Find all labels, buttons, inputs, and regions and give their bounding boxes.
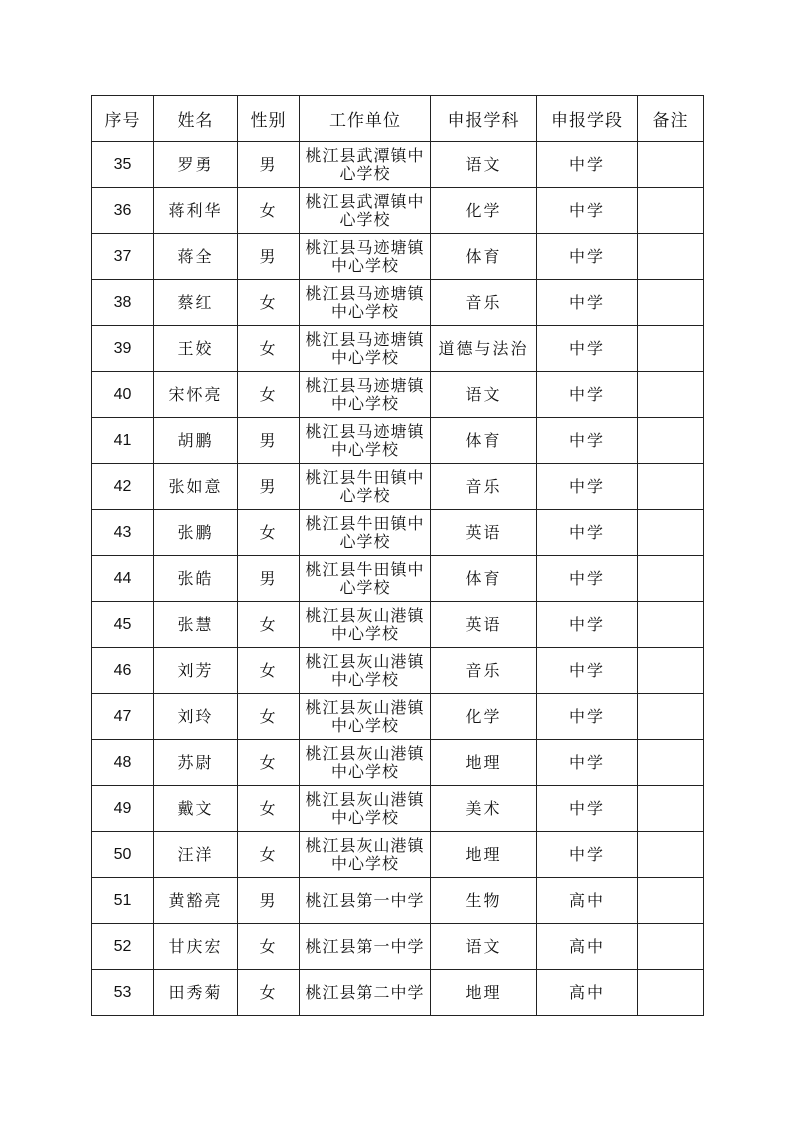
serial-number-cell: 53 [92, 970, 154, 1016]
remarks-cell [638, 418, 704, 464]
serial-number-cell: 38 [92, 280, 154, 326]
gender-cell: 女 [238, 326, 300, 372]
header-subject: 申报学科 [431, 96, 537, 142]
serial-number-cell: 35 [92, 142, 154, 188]
subject-cell: 体育 [431, 234, 537, 280]
school-level-cell: 中学 [537, 418, 638, 464]
gender-cell: 女 [238, 372, 300, 418]
remarks-cell [638, 142, 704, 188]
remarks-cell [638, 326, 704, 372]
work-unit-cell: 桃江县灰山港镇中心学校 [300, 694, 431, 740]
table-row [92, 372, 704, 418]
work-unit-cell: 桃江县牛田镇中心学校 [300, 464, 431, 510]
serial-number-cell: 51 [92, 878, 154, 924]
serial-number-cell: 36 [92, 188, 154, 234]
subject-cell: 道德与法治 [431, 326, 537, 372]
subject-cell: 生物 [431, 878, 537, 924]
serial-number-cell: 52 [92, 924, 154, 970]
work-unit-cell: 桃江县牛田镇中心学校 [300, 556, 431, 602]
work-unit-cell: 桃江县马迹塘镇中心学校 [300, 418, 431, 464]
work-unit-cell: 桃江县灰山港镇中心学校 [300, 832, 431, 878]
table-row [92, 280, 704, 326]
table-row [92, 326, 704, 372]
remarks-cell [638, 786, 704, 832]
teacher-roster-table [91, 95, 704, 1016]
subject-cell: 英语 [431, 602, 537, 648]
school-level-cell: 中学 [537, 510, 638, 556]
subject-cell: 语文 [431, 142, 537, 188]
table-row [92, 510, 704, 556]
name-cell: 张慧 [154, 602, 238, 648]
gender-cell: 女 [238, 648, 300, 694]
remarks-cell [638, 556, 704, 602]
gender-cell: 女 [238, 510, 300, 556]
table-row [92, 694, 704, 740]
gender-cell: 男 [238, 234, 300, 280]
school-level-cell: 中学 [537, 648, 638, 694]
work-unit-cell: 桃江县灰山港镇中心学校 [300, 648, 431, 694]
name-cell: 胡鹏 [154, 418, 238, 464]
school-level-cell: 中学 [537, 234, 638, 280]
school-level-cell: 中学 [537, 280, 638, 326]
gender-cell: 女 [238, 970, 300, 1016]
serial-number-cell: 37 [92, 234, 154, 280]
serial-number-cell: 43 [92, 510, 154, 556]
serial-number-cell: 49 [92, 786, 154, 832]
name-cell: 蒋利华 [154, 188, 238, 234]
table-row [92, 556, 704, 602]
table-row [92, 970, 704, 1016]
gender-cell: 男 [238, 142, 300, 188]
gender-cell: 女 [238, 832, 300, 878]
name-cell: 刘芳 [154, 648, 238, 694]
header-serial-number: 序号 [92, 96, 154, 142]
school-level-cell: 中学 [537, 372, 638, 418]
remarks-cell [638, 878, 704, 924]
header-gender: 性别 [238, 96, 300, 142]
work-unit-cell: 桃江县灰山港镇中心学校 [300, 786, 431, 832]
gender-cell: 男 [238, 418, 300, 464]
school-level-cell: 中学 [537, 832, 638, 878]
gender-cell: 女 [238, 188, 300, 234]
subject-cell: 语文 [431, 372, 537, 418]
table-row [92, 234, 704, 280]
table-body [92, 142, 704, 1016]
serial-number-cell: 41 [92, 418, 154, 464]
work-unit-cell: 桃江县第二中学 [300, 970, 431, 1016]
school-level-cell: 高中 [537, 924, 638, 970]
name-cell: 甘庆宏 [154, 924, 238, 970]
remarks-cell [638, 602, 704, 648]
gender-cell: 女 [238, 786, 300, 832]
table-row [92, 418, 704, 464]
gender-cell: 男 [238, 464, 300, 510]
table-row [92, 878, 704, 924]
serial-number-cell: 44 [92, 556, 154, 602]
subject-cell: 英语 [431, 510, 537, 556]
remarks-cell [638, 188, 704, 234]
remarks-cell [638, 970, 704, 1016]
name-cell: 罗勇 [154, 142, 238, 188]
work-unit-cell: 桃江县第一中学 [300, 878, 431, 924]
subject-cell: 体育 [431, 418, 537, 464]
school-level-cell: 中学 [537, 464, 638, 510]
remarks-cell [638, 234, 704, 280]
serial-number-cell: 45 [92, 602, 154, 648]
subject-cell: 化学 [431, 188, 537, 234]
remarks-cell [638, 648, 704, 694]
remarks-cell [638, 740, 704, 786]
name-cell: 蒋全 [154, 234, 238, 280]
name-cell: 王姣 [154, 326, 238, 372]
gender-cell: 女 [238, 694, 300, 740]
work-unit-cell: 桃江县武潭镇中心学校 [300, 188, 431, 234]
table-row [92, 602, 704, 648]
name-cell: 蔡红 [154, 280, 238, 326]
name-cell: 张如意 [154, 464, 238, 510]
work-unit-cell: 桃江县灰山港镇中心学校 [300, 740, 431, 786]
name-cell: 张鹏 [154, 510, 238, 556]
subject-cell: 音乐 [431, 464, 537, 510]
gender-cell: 女 [238, 602, 300, 648]
table-row [92, 464, 704, 510]
header-school-level: 申报学段 [537, 96, 638, 142]
name-cell: 宋怀亮 [154, 372, 238, 418]
school-level-cell: 中学 [537, 188, 638, 234]
gender-cell: 男 [238, 556, 300, 602]
serial-number-cell: 47 [92, 694, 154, 740]
gender-cell: 男 [238, 878, 300, 924]
subject-cell: 化学 [431, 694, 537, 740]
table-row [92, 648, 704, 694]
school-level-cell: 中学 [537, 740, 638, 786]
work-unit-cell: 桃江县马迹塘镇中心学校 [300, 280, 431, 326]
table-row [92, 188, 704, 234]
header-name: 姓名 [154, 96, 238, 142]
work-unit-cell: 桃江县马迹塘镇中心学校 [300, 372, 431, 418]
school-level-cell: 中学 [537, 602, 638, 648]
subject-cell: 地理 [431, 970, 537, 1016]
subject-cell: 音乐 [431, 280, 537, 326]
school-level-cell: 中学 [537, 786, 638, 832]
table-row [92, 924, 704, 970]
remarks-cell [638, 924, 704, 970]
gender-cell: 女 [238, 740, 300, 786]
name-cell: 田秀菊 [154, 970, 238, 1016]
header-remarks: 备注 [638, 96, 704, 142]
table-header-row [92, 96, 704, 142]
subject-cell: 美术 [431, 786, 537, 832]
serial-number-cell: 48 [92, 740, 154, 786]
remarks-cell [638, 510, 704, 556]
serial-number-cell: 46 [92, 648, 154, 694]
subject-cell: 体育 [431, 556, 537, 602]
work-unit-cell: 桃江县第一中学 [300, 924, 431, 970]
header-work-unit: 工作单位 [300, 96, 431, 142]
remarks-cell [638, 832, 704, 878]
work-unit-cell: 桃江县灰山港镇中心学校 [300, 602, 431, 648]
remarks-cell [638, 372, 704, 418]
remarks-cell [638, 280, 704, 326]
work-unit-cell: 桃江县牛田镇中心学校 [300, 510, 431, 556]
gender-cell: 女 [238, 924, 300, 970]
serial-number-cell: 50 [92, 832, 154, 878]
school-level-cell: 中学 [537, 694, 638, 740]
subject-cell: 语文 [431, 924, 537, 970]
subject-cell: 地理 [431, 740, 537, 786]
school-level-cell: 高中 [537, 970, 638, 1016]
work-unit-cell: 桃江县马迹塘镇中心学校 [300, 326, 431, 372]
school-level-cell: 高中 [537, 878, 638, 924]
name-cell: 刘玲 [154, 694, 238, 740]
serial-number-cell: 40 [92, 372, 154, 418]
name-cell: 张皓 [154, 556, 238, 602]
name-cell: 汪洋 [154, 832, 238, 878]
work-unit-cell: 桃江县马迹塘镇中心学校 [300, 234, 431, 280]
serial-number-cell: 39 [92, 326, 154, 372]
name-cell: 戴文 [154, 786, 238, 832]
subject-cell: 音乐 [431, 648, 537, 694]
remarks-cell [638, 694, 704, 740]
subject-cell: 地理 [431, 832, 537, 878]
school-level-cell: 中学 [537, 556, 638, 602]
table-row [92, 142, 704, 188]
school-level-cell: 中学 [537, 326, 638, 372]
name-cell: 苏尉 [154, 740, 238, 786]
remarks-cell [638, 464, 704, 510]
table-row [92, 740, 704, 786]
school-level-cell: 中学 [537, 142, 638, 188]
gender-cell: 女 [238, 280, 300, 326]
work-unit-cell: 桃江县武潭镇中心学校 [300, 142, 431, 188]
table-row [92, 786, 704, 832]
table-row [92, 832, 704, 878]
name-cell: 黄豁亮 [154, 878, 238, 924]
serial-number-cell: 42 [92, 464, 154, 510]
